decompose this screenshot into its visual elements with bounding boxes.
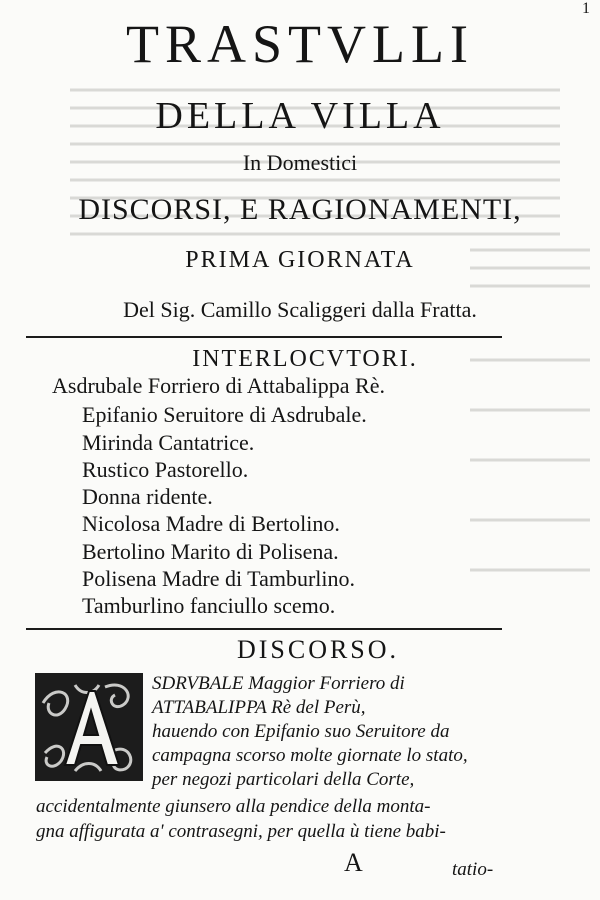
text-line: accidentalmente giunsero alla pendice della monta- [36,796,431,817]
list-item: Tamburlino fanciullo scemo. [82,593,336,618]
list-item: Polisena Madre di Tamburlino. [82,566,356,591]
title-line-3: In Domestici [242,150,358,175]
text-line: campagna scorso molte giornate lo stato, [152,745,468,766]
author-line: Del Sig. Camillo Scaliggeri dalla Fratta. [123,297,477,322]
list-item: Nicolosa Madre di Bertolino. [82,511,340,536]
list-item: Mirinda Cantatrice. [82,430,255,455]
title-line-2: DELLA VILLA [155,95,445,137]
interlocutori-heading: INTERLOCVTORI. [192,346,418,372]
text-line: per negozi particolari della Corte, [152,769,415,790]
text-line: SDRVBALE Maggior Forriero di [152,673,405,694]
list-item: Donna ridente. [82,484,213,509]
signature-mark: A [344,848,363,877]
title-line-1: TRASTVLLI [126,14,474,74]
list-item: Bertolino Marito di Polisena. [82,539,339,564]
catchword: tatio- [452,859,494,880]
text-line: ATTABALIPPA Rè del Perù, [152,697,366,718]
page-number: 1 [582,0,590,17]
title-line-5: PRIMA GIORNATA [185,247,415,273]
text-line: gna affigurata a' contrasegni, per quella ù tiene babi- [36,821,446,842]
text-line: hauendo con Epifanio suo Seruitore da [152,721,450,742]
list-item: Epifanio Seruitore di Asdrubale. [82,402,367,427]
title-line-4: DISCORSI, E RAGIONAMENTI, [78,193,522,226]
list-item: Rustico Pastorello. [82,457,249,482]
discorso-heading: DISCORSO. [236,635,400,664]
list-item: Asdrubale Forriero di Attabalippa Rè. [52,373,385,398]
